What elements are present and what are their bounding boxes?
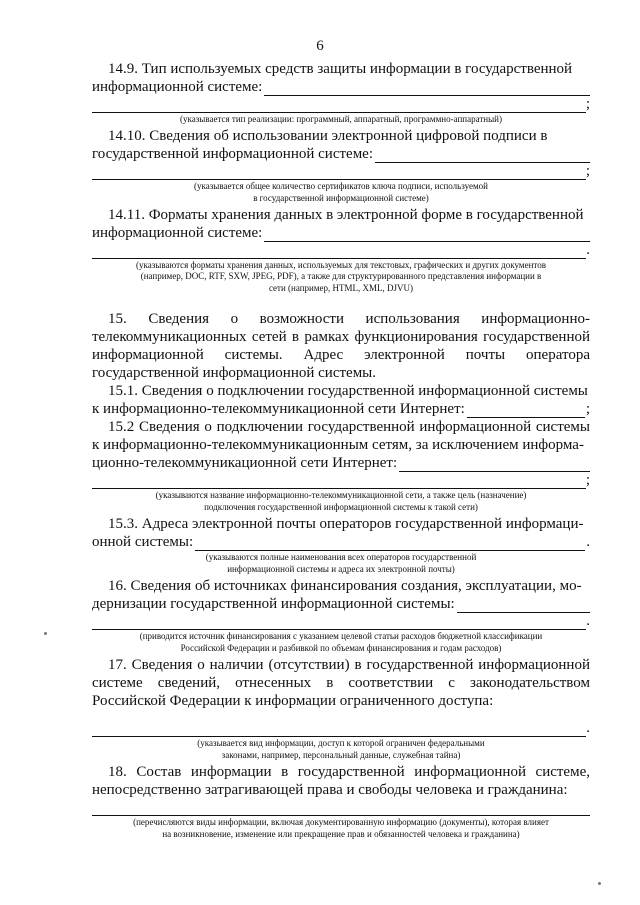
section-16-input[interactable] xyxy=(457,598,590,613)
section-15-2-input-2[interactable] xyxy=(92,475,586,489)
section-14-10-end: ; xyxy=(585,163,590,179)
section-14-11-blank-line xyxy=(92,242,590,259)
section-16-field-line xyxy=(92,595,590,613)
page-number: 6 xyxy=(316,38,324,54)
section-15-3-end: . xyxy=(586,534,590,550)
section-14-11-end: . xyxy=(586,242,590,258)
section-16-note-1: (приводится источник финансирования с указанием целевой статьи расходов бюджетной классификации xyxy=(139,631,543,641)
scan-speck xyxy=(598,882,601,885)
section-gap xyxy=(92,296,590,310)
section-14-9-note: (указывается тип реализации: программный, аппаратный, программно-аппаратный) xyxy=(180,114,502,124)
section-15-1-label: к информационно-телекоммуникационной сети Интернет: xyxy=(92,401,465,417)
section-14-9-end: ; xyxy=(585,96,590,112)
section-14-9-text: 14.9. Тип используемых средств защиты информации в государственной xyxy=(108,61,573,77)
section-17-note-2: законами, например, персональный данные, служебная тайна) xyxy=(221,750,461,760)
section-14-9-input[interactable] xyxy=(264,81,590,96)
section-15-3-input[interactable] xyxy=(195,536,585,551)
section-15-2-label: ционно-телекоммуникационной сети Интернет: xyxy=(92,455,398,471)
section-17-text: 17. Сведения о наличии (отсутствии) в государственной информационной системе сведений, отнесенных в соответствии с законодательством Российской Федерации к информации ограниченного доступа: xyxy=(92,657,590,709)
section-14-10-input[interactable] xyxy=(375,148,590,163)
section-18-blank-line xyxy=(92,799,590,816)
section-17-blank-line xyxy=(92,720,590,737)
scan-speck xyxy=(44,632,47,635)
section-17-spacer xyxy=(92,710,590,720)
section-14-11-text: 14.11. Форматы хранения данных в электронной форме в государственной xyxy=(108,207,584,223)
section-15-1-text: 15.1. Сведения о подключении государственной информационной системы xyxy=(108,383,588,399)
section-15-3-label: онной системы: xyxy=(92,534,194,550)
section-15-3-note-2: информационной системы и адреса их электронной почты) xyxy=(227,564,455,574)
section-14-10-text: 14.10. Сведения об использовании электронной цифровой подписи в xyxy=(108,128,548,144)
section-14-11-note-1: (указываются форматы хранения данных, используемых для текстовых, графических и других документов xyxy=(136,260,546,270)
section-14-10-note-2: в государственной информационной системе) xyxy=(253,193,429,203)
section-14-9-blank-line xyxy=(92,96,590,113)
section-18-note-2: на возникновение, изменение или прекращение прав и обязанностей человека и гражданина) xyxy=(162,829,520,839)
section-16-text: 16. Сведения об источниках финансирования создания, эксплуатации, мо- xyxy=(108,578,582,594)
section-15-2-field-line xyxy=(92,454,590,472)
section-15-2-input[interactable] xyxy=(399,457,590,472)
section-18-text: 18. Состав информации в государственной информационной системе, непосредственно затрагивающей права и свободы человека и гражданина: xyxy=(92,764,590,798)
section-14-10-field-line xyxy=(92,145,590,163)
section-16-label: дернизации государственной информационной системы: xyxy=(92,596,455,612)
section-17-end: . xyxy=(586,720,590,736)
section-15-1-field-line xyxy=(92,400,590,418)
section-15-text: 15. Сведения о возможности использования информационно-телекоммуникационных сетей в рамках функционирования государственной информационной системы. Адрес электронной почты оператора государственной информационной системы. xyxy=(92,311,590,381)
section-14-11-note-2: (например, DOC, RTF, SXW, JPEG, PDF), а также для структурированного представления информации в xyxy=(140,271,542,281)
section-14-11-field-line xyxy=(92,224,590,242)
section-14-11-input-2[interactable] xyxy=(92,245,586,259)
section-16-input-2[interactable] xyxy=(92,616,586,630)
section-14-10-note-1: (указывается общее количество сертификатов ключа подписи, используемой xyxy=(194,181,488,191)
section-18-note-1: (перечисляются виды информации, включая документированную информацию (документы), которая влияет xyxy=(133,817,549,827)
section-15-3-text: 15.3. Адреса электронной почты операторов государственной информаци- xyxy=(108,516,584,532)
section-14-11-input[interactable] xyxy=(264,227,590,242)
section-15-1-end: ; xyxy=(585,401,590,417)
section-14-9-label: информационной системе: xyxy=(92,79,263,95)
section-17-input[interactable] xyxy=(92,723,586,737)
section-14-11-note-3: сети (например, HTML, XML, DJVU) xyxy=(268,283,414,293)
section-15-2-text: 15.2 Сведения о подключении государственной информационной системы к информационно-телекоммуникационным сетям, за исключением информа- xyxy=(92,419,590,453)
section-14-10-blank-line xyxy=(92,163,590,180)
document-body xyxy=(92,60,590,842)
section-14-10-input-2[interactable] xyxy=(92,166,586,180)
section-15-3-note-1: (указываются полные наименования всех операторов государственной xyxy=(205,552,477,562)
section-16-note-2: Российской Федерации и разбивкой по объемам финансирования и годам расходов) xyxy=(180,643,502,653)
section-17-note-1: (указывается вид информации, доступ к которой ограничен федеральными xyxy=(197,738,485,748)
section-15-3-field-line xyxy=(92,533,590,551)
section-15-2-blank-line xyxy=(92,472,590,489)
section-14-10-label: государственной информационной системе: xyxy=(92,146,374,162)
section-14-9-input-2[interactable] xyxy=(92,99,586,113)
section-18-input[interactable] xyxy=(92,802,590,816)
section-15-2-note-1: (указываются название информационно-телекоммуникационной сети, а также цель (назначение) xyxy=(155,490,527,500)
section-15-2-note-2: подключения государственной информационной системы к такой сети) xyxy=(204,502,478,512)
section-14-11-label: информационной системе: xyxy=(92,225,263,241)
section-14-9-field-line xyxy=(92,78,590,96)
section-16-blank-line xyxy=(92,613,590,630)
section-16-end: . xyxy=(586,613,590,629)
section-15-1-input[interactable] xyxy=(467,403,585,418)
section-15-2-end: ; xyxy=(585,472,590,488)
